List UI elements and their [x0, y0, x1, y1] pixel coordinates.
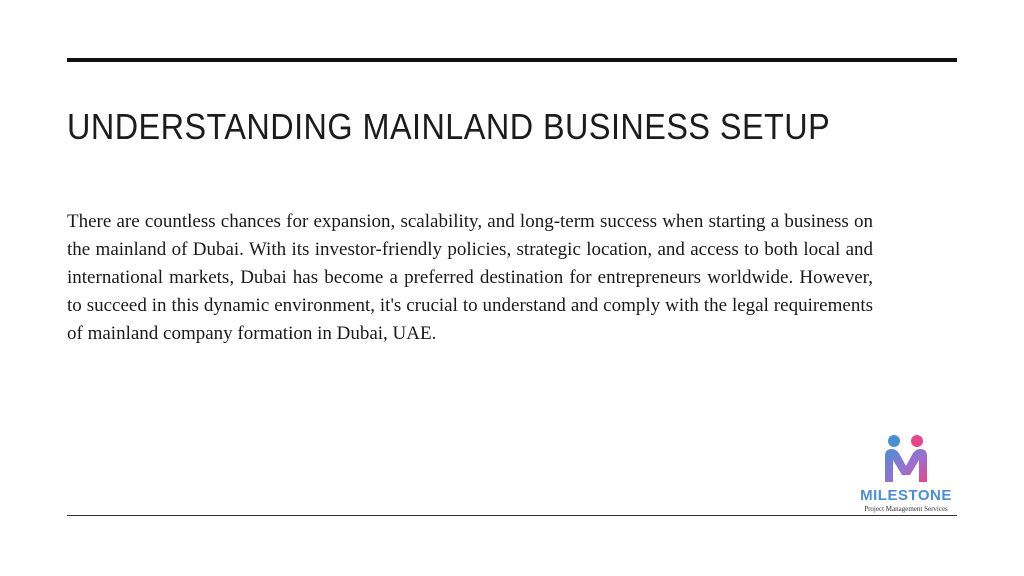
milestone-logo [852, 434, 960, 516]
logo-wordmark: MILESTONE [860, 487, 952, 504]
milestone-m-people-icon [881, 434, 931, 486]
slide-title: UNDERSTANDING MAINLAND BUSINESS SETUP [67, 106, 831, 147]
top-divider [67, 58, 957, 62]
bottom-divider [67, 515, 957, 516]
slide-body-paragraph: There are countless chances for expansion, scalability, and long-term success when starting a business on the mainland of Dubai. With its investor-friendly policies, strategic location, and access to both local and international markets, Dubai has become a preferred destination for entrepreneurs worldwide. However, to succeed in this dynamic environment, it's crucial to understand and comply with the legal requirements of mainland company formation in Dubai, UAE. [67, 211, 873, 344]
logo-tagline: Project Management Services [864, 505, 948, 513]
